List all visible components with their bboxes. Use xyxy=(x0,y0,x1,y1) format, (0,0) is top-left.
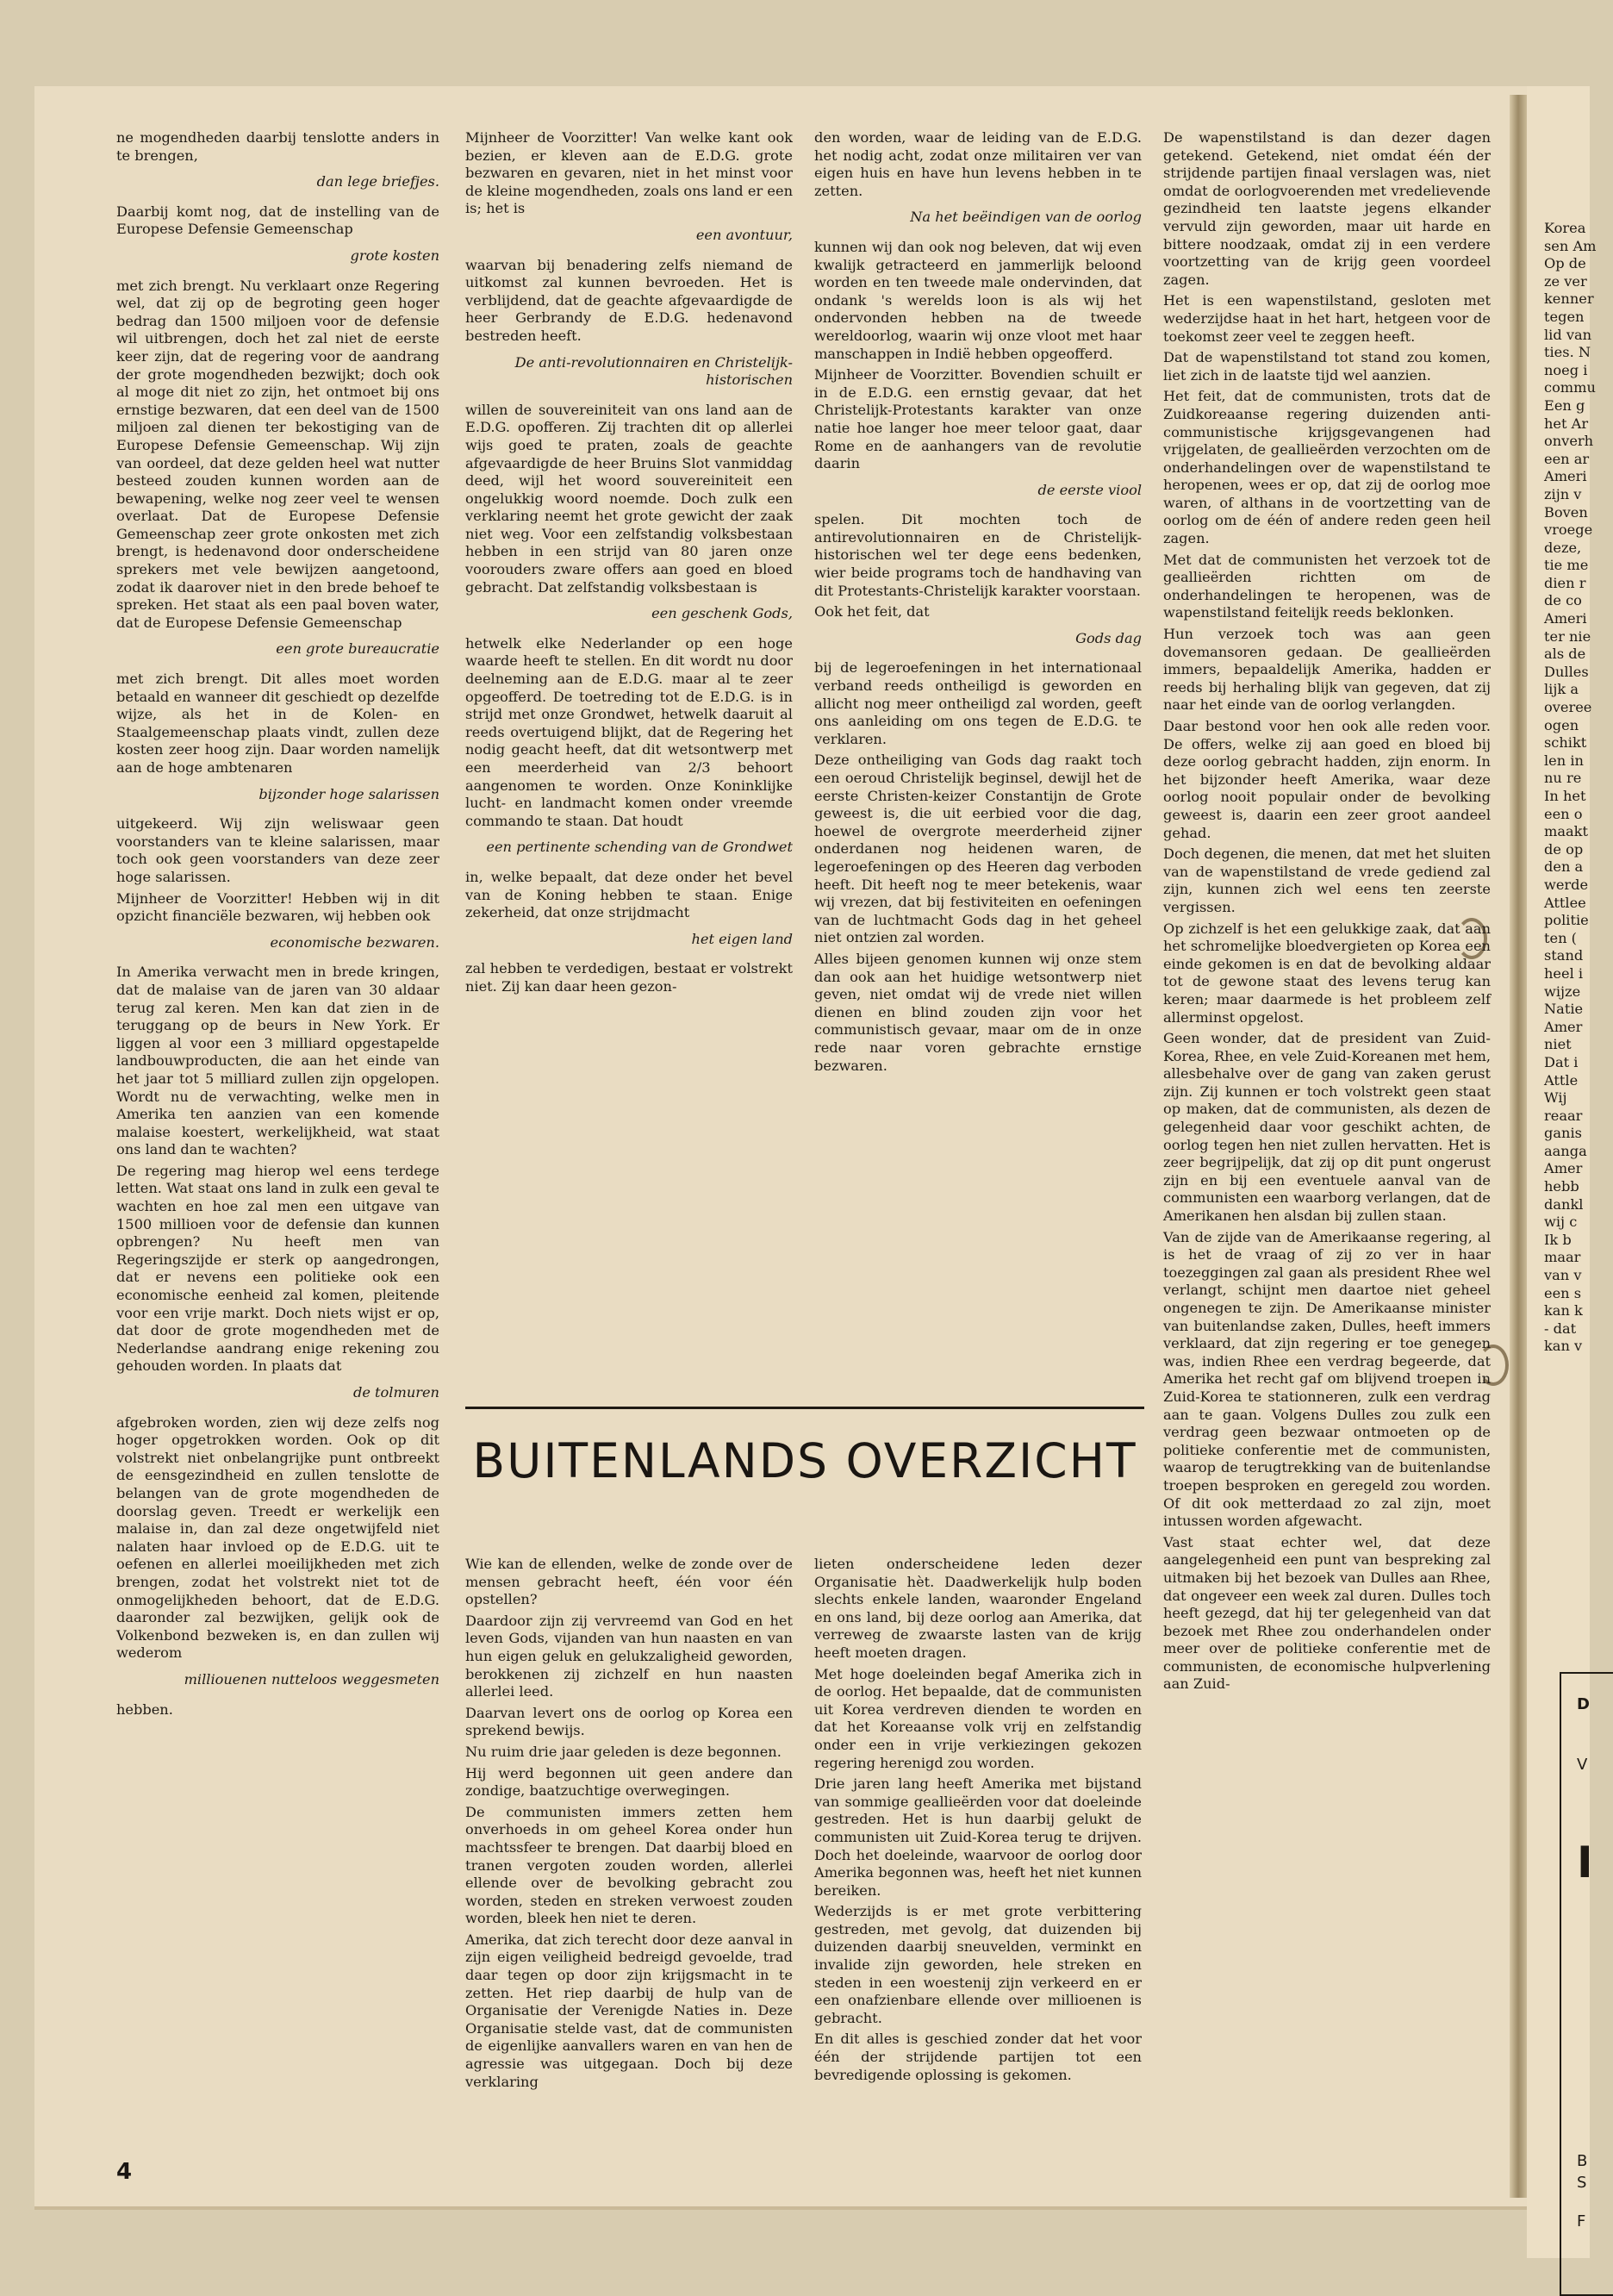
fragment-line: kan k xyxy=(1544,1302,1583,1320)
subheading: Gods dag xyxy=(1075,629,1142,646)
fragment-line: sen Am xyxy=(1544,237,1597,254)
article-column-4 xyxy=(1163,129,1491,1697)
paragraph: Doch degenen, die menen, dat met het sluiten van de wapenstilstand de vrede gediend zal zijn, kunnen zich wel eens ten zeerste vergissen. xyxy=(1163,845,1491,915)
box-letter: B xyxy=(1577,2152,1588,2170)
fragment-line: heel i xyxy=(1544,964,1584,982)
fragment-line: ten ( xyxy=(1544,929,1577,946)
subheading: een grote bureaucratie xyxy=(276,640,439,658)
page-binding-gutter xyxy=(1510,95,1527,2198)
paragraph: Daardoor zijn zij vervreemd van God en het leven Gods, vijanden van hun naasten en van hun eigen geluk en gelukzaligheid geworden, berokkenen zij zichzelf en hun naasten allerlei leed. xyxy=(465,1612,793,1700)
fragment-line: tegen xyxy=(1544,308,1585,325)
paragraph: waarvan bij benadering zelfs niemand de uitkomst zal kunnen bevroeden. Het is verblijdend, dat de geachte afgevaardigde de heer Gerbrandy de E.D.G. hedenavond bestreden heeft. xyxy=(465,256,793,344)
box-letter: F xyxy=(1577,2212,1586,2230)
paragraph: Van de zijde van de Amerikaanse regering, al is het de vraag of zij zo ver in haar toezeggingen zal gaan als president Rhee wel verlangt, schijnt men daartoe niet geheel ongenegen te zijn. De Amerikaanse minister van buitenlandse zaken, Dulles, heeft immers verklaard, dat zijn regering er toe genegen was, indien Rhee een verdrag begeerde, dat Amerika het recht gaf om blijvend troepen in Zuid-Korea te stationneren, zulk een verdrag aan te gaan. Volgens Dulles zou zulk een verdrag geen bezwaar ontmoeten op de politieke conferentie met de communisten, waarop de terugtrekking van de buitenlandse troepen besproken en geregeld zou worden. Of dit ook metterdaad zo zal zijn, moet intussen worden afgewacht. xyxy=(1163,1228,1491,1530)
fragment-line: - dat xyxy=(1544,1320,1577,1337)
paragraph: zal hebben te verdedigen, bestaat er volstrekt niet. Zij kan daar heen gezon- xyxy=(465,960,793,995)
fragment-line: len in xyxy=(1544,752,1584,769)
next-page-edge xyxy=(1527,86,1597,2258)
paragraph: Op zichzelf is het een gelukkige zaak, dat aan het schromelijke bloedvergieten op Korea een einde gekomen is en dat de bevolking aldaar tot de gewone staat des levens terug kan keren; maar daarmede is het probleem zelf allerminst opgelost. xyxy=(1163,920,1491,1026)
fragment-line: Ik b xyxy=(1544,1231,1572,1248)
fragment-line: ganis xyxy=(1544,1125,1582,1142)
fragment-line: wijze xyxy=(1544,983,1581,1000)
paragraph: Alles bijeen genomen kunnen wij onze stem dan ook aan het huidige wetsontwerp niet geven, niet omdat wij de vrede niet willen dienen en blind zouden zijn voor het communistisch gevaar, maar om de in onze rede naar voren gebrachte ernstige bezwaren. xyxy=(814,950,1142,1074)
paragraph: Daarbij komt nog, dat de instelling van de Europese Defensie Gemeenschap xyxy=(116,203,439,238)
fragment-line: noeg i xyxy=(1544,361,1588,378)
fragment-line: vroege xyxy=(1544,521,1593,539)
article-column-3 xyxy=(814,129,1142,1078)
fragment-line: zijn v xyxy=(1544,485,1582,502)
fragment-line: Attlee xyxy=(1544,894,1586,911)
fragment-line: Amer xyxy=(1544,1018,1583,1035)
article-column-1 xyxy=(116,129,439,1722)
fragment-line: Ameri xyxy=(1544,468,1587,485)
paragraph: hetwelk elke Nederlander op een hoge waarde heeft te stellen. En dit wordt nu door deelneming aan de E.D.G. maar al te zeer opgeofferd. De toetreding tot de E.D.G. is in strijd met onze Grondwet, hetwelk daaruit al reeds overtuigend blijkt, dat de Regering het nodig geacht heeft, dat dit wetsontwerp met een meerderheid van 2/3 behoort aangenomen te worden. Onze Koninklijke lucht- en landmacht komen onder vreemde commando te staan. Dat houdt xyxy=(465,634,793,829)
fragment-line: Dat i xyxy=(1544,1053,1579,1070)
paragraph: De regering mag hierop wel eens terdege letten. Wat staat ons land in zulk een geval te wachten en hoe zal men een uitgave van 1500 millioen voor de defensie dan kunnen opbrengen? Nu heeft men van Regeringszijde er sterk op aangedrongen, dat er nevens een politieke ook een economische eenheid zal komen, pleitende voor een vrije markt. Doch niets wijst er op, dat door de grote mogendheden met de Nederlandse aandrang enige rekening zou gehouden worden. In plaats dat xyxy=(116,1162,439,1375)
subheading: dan lege briefjes. xyxy=(316,173,439,190)
paragraph: uitgekeerd. Wij zijn weliswaar geen voorstanders van te kleine salarissen, maar toch ook geen voorstanders van deze zeer hoge salarissen. xyxy=(116,815,439,885)
fragment-line: Natie xyxy=(1544,1001,1584,1018)
foreign-overview-column-1 xyxy=(465,1556,793,2094)
paragraph: hebben. xyxy=(116,1700,173,1718)
fragment-line: onverh xyxy=(1544,433,1594,450)
paragraph: den worden, waar de leiding van de E.D.G. het nodig acht, zodat onze militairen ver van eigen huis en have hun levens hebben in te zetten. xyxy=(814,129,1142,199)
paragraph: in, welke bepaalt, dat deze onder het bevel van de Koning hebben te staan. Enige zekerheid, dat onze strijdmacht xyxy=(465,868,793,921)
section-headline: BUITENLANDS OVERZICHT xyxy=(472,1433,1137,1488)
paragraph: Geen wonder, dat de president van Zuid-Korea, Rhee, en vele Zuid-Koreanen met hem, allesbehalve over de gang van zaken gerust zijn. Zij kunnen er toch volstrekt geen staat op maken, dat de communisten, als dezen de gelegenheid daar voor geschikt achten, de oorlog tegen hen niet zullen hervatten. Het is zeer begrijpelijk, dat zij op dit punt ongerust zijn en bij een eventuele aanval van de communisten een waarborg verlangen, dat de Amerikanen hen alsdan bij zullen staan. xyxy=(1163,1030,1491,1225)
paragraph: De wapenstilstand is dan dezer dagen getekend. Getekend, niet omdat één der strijdende partijen finaal verslagen was, niet omdat de oorlogvoerenden met vredelievende gezindheid ten laatste jegens elkander vervuld zijn geworden, maar uit harde en bittere noodzaak, omdat zij in een verdere voortzetting van de krijg geen voordeel zagen. xyxy=(1163,129,1491,288)
fragment-line: de op xyxy=(1544,840,1584,858)
subheading: Na het beëindigen van de oorlog xyxy=(910,209,1142,226)
subheading: economische bezwaren. xyxy=(270,933,439,951)
fragment-line: tie me xyxy=(1544,557,1589,574)
fragment-line: schikt xyxy=(1544,734,1587,752)
subheading: de tolmuren xyxy=(352,1384,439,1401)
paragraph: Vast staat echter wel, dat deze aangelegenheid een punt van bespreking zal uitmaken bij het bezoek van Dulles aan Rhee, dat ongeveer een week zal duren. Dulles toch heeft gezegd, dat hij ter gelegenheid van dat bezoek met Rhee zou onderhandelen onder meer over de politieke conferentie met de communisten, de economische hulpverlening aan Zuid- xyxy=(1163,1533,1491,1693)
paragraph: Hun verzoek toch was aan geen dovemansoren gedaan. De geallieërden immers, bepaaldelijk Amerika, hadden er reeds bij herhaling blijk van gegeven, dat zij naar het einde van de oorlog verlangden. xyxy=(1163,626,1491,714)
fragment-line: den a xyxy=(1544,858,1584,876)
fragment-line: hebb xyxy=(1544,1178,1579,1195)
fragment-line: commu xyxy=(1544,379,1596,396)
fragment-line: lid van xyxy=(1544,326,1592,343)
paragraph: Ook het feit, dat xyxy=(814,603,930,621)
paragraph: Amerika, dat zich terecht door deze aanval in zijn eigen veiligheid bedreigd gevoelde, trad daar tegen op door zijn krijgsmacht in te zetten. Het riep daarbij de hulp van de Organisatie der Verenigde Naties in. Deze Organisatie stelde vast, dat de communisten de eigenlijke aanvallers waren en van hen de agressie was uitgegaan. Doch bij deze verklaring xyxy=(465,1931,793,2090)
subheading: de eerste viool xyxy=(1037,481,1142,498)
paragraph: bij de legeroefeningen in het internationaal verband reeds ontheiligd is geworden en allicht nog meer ontheiligd zal worden, geeft ons aanleiding om ons tegen de E.D.G. te verklaren. xyxy=(814,659,1142,747)
fragment-line: Wij xyxy=(1544,1089,1567,1107)
subheading: het eigen land xyxy=(691,930,793,947)
paragraph: Deze ontheiliging van Gods dag raakt toch een oeroud Christelijk beginsel, dewijl het de eerste Christen-keizer Constantijn de Grote geweest is, die uit eerbied voor die dag, hoewel de overgrote meerderheid zijner onderdanen nog heidenen waren, de legeroefeningen op des Heeren dag verboden heeft. Dit heeft nog te meer betekenis, waar wij vrezen, dat bij festiviteiten en oefeningen van de luchtmacht Gods dag in het geheel niet ontzien zal worden. xyxy=(814,752,1142,946)
fragment-line: reaar xyxy=(1544,1107,1583,1124)
subheading: grote kosten xyxy=(350,246,439,264)
fragment-line: Op de xyxy=(1544,255,1586,272)
subheading: De anti-revolutionnairen en Christelijk-historischen xyxy=(514,353,793,389)
paragraph: Het feit, dat de communisten, trots dat de Zuidkoreaanse regering duizenden anti-communistische krijgsgevangenen had vrijgelaten, de geallieërden verzochten om de onderhandelingen over de wapenstilstand te heropenen, wees er op, dat zij de oorlog moe waren, of althans in de voortzetting van de oorlog om de één of andere reden geen heil zagen. xyxy=(1163,388,1491,547)
section-divider-rule xyxy=(465,1407,1144,1409)
paragraph: met zich brengt. Dit alles moet worden betaald en wanneer dit geschiedt op dezelfde wijze, als het in de Kolen- en Staalgemeenschap plaats vindt, zullen deze kosten zeer hoog zijn. Daar worden namelijk aan de hoge ambtenaren xyxy=(116,671,439,776)
subheading: een geschenk Gods, xyxy=(651,605,793,622)
fragment-line: kan v xyxy=(1544,1338,1583,1355)
box-letter: V xyxy=(1577,1756,1588,1774)
paragraph: afgebroken worden, zien wij deze zelfs nog hoger opgetrokken worden. Ook op dit volstrekt niet onbelangrijke punt ontbreekt de eensgezindheid en zullen tenslotte de belangen van de grote mogendheden de doorslag geven. Treedt er werkelijk een malaise in, dan zal deze ongetwijfeld niet nalaten haar invloed op de E.D.G. uit te oefenen en allerlei moeilijkheden met zich brengen, zodat het volstrekt niet tot de onmogelijkheden behoort, dat de E.D.G. daaronder zal bezwijken, gelijk ook de Volkenbond bezweken is, en dan zullen wij wederom xyxy=(116,1413,439,1662)
paragraph: lieten onderscheidene leden dezer Organisatie hèt. Daadwerkelijk hulp boden slechts enkele landen, waaronder Engeland en ons land, bij deze oorlog aan Amerika, dat verreweg de zwaarste lasten van de krijg heeft moeten dragen. xyxy=(814,1556,1142,1661)
paragraph: De communisten immers zetten hem onverhoeds in om geheel Korea onder hun machtssfeer te brengen. Dat daarbij bloed en tranen vergoten zouden worden, allerlei ellende over de bevolking gebracht zou worden, steden en streken verwoest zouden worden, bleek hen niet te deren. xyxy=(465,1803,793,1927)
fragment-line: kenner xyxy=(1544,290,1594,308)
fragment-line: overee xyxy=(1544,699,1592,716)
paragraph: Met dat de communisten het verzoek tot de geallieërden richtten om de onderhandelingen te heropenen, was de wapenstilstand feitelijk reeds beklonken. xyxy=(1163,551,1491,621)
fragment-line: Dulles xyxy=(1544,663,1589,680)
fragment-line: stand xyxy=(1544,947,1584,964)
paragraph: spelen. Dit mochten toch de antirevolutionnairen en de Christelijk-historischen wel ter dege eens bedenken, wier beide programs toch de handhaving van dit Protestants-Christelijk karakter voorstaan. xyxy=(814,511,1142,599)
paragraph: Drie jaren lang heeft Amerika met bijstand van sommige geallieërden voor dat doeleinde gestreden. Het is hun daarbij gelukt de communisten uit Zuid-Korea terug te drijven. Doch het doeleinde, waarvoor de oorlog door Amerika begonnen was, heeft het niet kunnen bereiken. xyxy=(814,1775,1142,1899)
fragment-line: Amer xyxy=(1544,1160,1583,1177)
fragment-line: lijk a xyxy=(1544,681,1579,698)
fragment-line: een o xyxy=(1544,805,1583,822)
fragment-line: ter nie xyxy=(1544,627,1591,645)
paragraph: Wederzijds is er met grote verbittering gestreden, met gevolg, dat duizenden bij duizenden daarbij sneuvelden, verminkt en invalide zijn geworden, hele streken en steden in een woestenij zijn verkeerd en er een onafzienbare ellende over millioenen is gebracht. xyxy=(814,1903,1142,2026)
fragment-line: Een g xyxy=(1544,396,1585,414)
paragraph: Daar bestond voor hen ook alle reden voor. De offers, welke zij aan goed en bloed bij deze oorlog gebracht hadden, zijn enorm. In het bijzonder heeft Amerika, waar deze oorlog nooit populair onder de bevolking geweest is, daarin een zeer groot aandeel gehad. xyxy=(1163,718,1491,841)
paragraph: Nu ruim drie jaar geleden is deze begonnen. xyxy=(465,1743,782,1760)
fragment-line: ties. N xyxy=(1544,344,1591,361)
fragment-line: aanga xyxy=(1544,1142,1587,1159)
box-letter: D xyxy=(1577,1695,1590,1713)
fragment-line: dankl xyxy=(1544,1195,1584,1213)
fragment-line: Ameri xyxy=(1544,610,1587,627)
next-page-text-fragments xyxy=(1544,220,1596,1356)
fragment-line: Korea xyxy=(1544,220,1586,236)
fragment-line: niet xyxy=(1544,1036,1572,1053)
paragraph: Mijnheer de Voorzitter! Van welke kant ook bezien, er kleven aan de E.D.G. grote bezwaren en gevaren, niet in het minst voor de kleine mogendheden, zoals ons land er een is; het is xyxy=(465,129,793,217)
paragraph: kunnen wij dan ook nog beleven, dat wij even kwalijk getracteerd en jammerlijk beloond worden en ten tweede male ondervinden, dat ondank 's werelds loon is als wij het ondervonden hebben na de tweede wereldoorlog, waarin wij onze vloot met haar manschappen in Indië hebben opgeofferd. xyxy=(814,238,1142,362)
paragraph: En dit alles is geschied zonder dat het voor één der strijdende partijen tot een bevredigende oplossing is gekomen. xyxy=(814,2031,1142,2083)
fragment-line: een ar xyxy=(1544,450,1590,467)
paragraph: In Amerika verwacht men in brede kringen, dat de malaise van de jaren van 30 aldaar terug zal keren. Men kan dat zien in de teruggang op de beurs in New York. Er liggen al voor een 3 milliard opgestapelde landbouwproducten, die aan het einde van het jaar tot 5 milliard zullen zijn opgelopen. Wordt nu de verwachting, welke men in Amerika ten aanzien van een komende malaise koestert, werkelijkheid, wat staat ons land dan te wachten? xyxy=(116,964,439,1158)
fragment-line: een s xyxy=(1544,1284,1582,1301)
paragraph: ne mogendheden daarbij tenslotte anders in te brengen, xyxy=(116,129,439,164)
subheading: een avontuur, xyxy=(695,226,793,243)
paragraph: Hij werd begonnen uit geen andere dan zondige, baatzuchtige overwegingen. xyxy=(465,1764,793,1800)
subheading: milliouenen nutteloos weggesmeten xyxy=(184,1670,439,1688)
fragment-line: als de xyxy=(1544,646,1586,663)
fragment-line: wij c xyxy=(1544,1214,1578,1231)
fragment-line: het Ar xyxy=(1544,415,1589,432)
article-column-2 xyxy=(465,129,793,1000)
fragment-line: Boven xyxy=(1544,503,1588,521)
fragment-line: van v xyxy=(1544,1267,1582,1284)
fragment-line: Attle xyxy=(1544,1071,1579,1089)
fragment-line: In het xyxy=(1544,788,1586,804)
foreign-overview-column-2 xyxy=(814,1556,1142,2087)
paragraph: Met hoge doeleinden begaf Amerika zich in de oorlog. Het bepaalde, dat de communisten uit Korea verdreven dienden te worden en dat het Koreaanse volk vrij en zelfstandig onder een in vrije verkiezingen gekozen regering herenigd zou worden. xyxy=(814,1665,1142,1771)
fragment-line: de co xyxy=(1544,592,1582,609)
box-letter: I xyxy=(1577,1837,1593,1887)
next-page-boxed-advert xyxy=(1560,1672,1613,2296)
fragment-line: nu re xyxy=(1544,770,1582,787)
fragment-line: dien r xyxy=(1544,574,1586,591)
paragraph: Mijnheer de Voorzitter! Hebben wij in dit opzicht financiële bezwaren, wij hebben ook xyxy=(116,889,439,925)
paragraph: Wie kan de ellenden, welke de zonde over de mensen gebracht heeft, één voor één opstellen? xyxy=(465,1556,793,1608)
paragraph: Dat de wapenstilstand tot stand zou komen, liet zich in de laatste tijd wel aanzien. xyxy=(1163,349,1491,384)
fragment-line: deze, xyxy=(1544,539,1582,556)
fragment-line: ogen xyxy=(1544,716,1579,733)
fragment-line: politie xyxy=(1544,912,1589,929)
subheading: bijzonder hoge salarissen xyxy=(258,785,439,802)
paragraph: Het is een wapenstilstand, gesloten met wederzijdse haat in het hart, hetgeen voor de toekomst zeer veel te zeggen heeft. xyxy=(1163,292,1491,345)
fragment-line: werde xyxy=(1544,876,1589,893)
subheading: een pertinente schending van de Grondwet xyxy=(486,839,793,856)
fragment-line: ze ver xyxy=(1544,272,1587,290)
fragment-line: maakt xyxy=(1544,823,1588,840)
box-letter: S xyxy=(1577,2174,1587,2192)
paragraph: willen de souvereiniteit van ons land aan de E.D.G. opofferen. Zij trachten dit op allerlei wijs goed te praten, zoals de geachte afgevaardigde de heer Bruins Slot vanmiddag deed, wijl het woord souvereiniteit een ongelukkig woord noemde. Doch zulk een verklaring neemt het grote gewicht der zaak niet weg. Voor een zelfstandig volksbestaan hebben in een strijd van 80 jaren onze voorouders zware offers aan goed en bloed gebracht. Dat zelfstandig volksbestaan is xyxy=(465,401,793,596)
paragraph: Mijnheer de Voorzitter. Bovendien schuilt er in de E.D.G. een ernstig gevaar, dat het Christelijk-Protestants karakter van onze natie hoe langer hoe meer teloor gaat, daar Rome en de aanhangers van de revolutie daarin xyxy=(814,366,1142,472)
paragraph: met zich brengt. Nu verklaart onze Regering wel, dat zij op de begroting geen hoger bedrag dan 1500 miljoen voor de defensie wil uitbrengen, doch het zal niet de eerste keer zijn, dat de regering voor de aandrang der grote mogendheden bezwijkt; doch ook al moge dit niet zo zijn, het ontmoet bij ons ernstige bezwaren, dat een deel van de 1500 miljoen zal dienen ter bekostiging van de Europese Defensie Gemeenschap. Wij zijn van oordeel, dat deze gelden heel wat nutter besteed zouden kunnen worden aan de bewapening, welke nog zeer veel te wensen overlaat. Dat de Europese Defensie Gemeenschap zeer grote onkosten met zich brengt, is hedenavond door onderscheidene sprekers met vele bewijzen aangetoond, zodat ik daarover niet in den brede behoef te spreken. Het staat als een paal boven water, dat de Europese Defensie Gemeenschap xyxy=(116,277,439,631)
fragment-line: maar xyxy=(1544,1249,1581,1266)
paragraph: Daarvan levert ons de oorlog op Korea een sprekend bewijs. xyxy=(465,1704,793,1739)
page-number: 4 xyxy=(116,2159,133,2185)
